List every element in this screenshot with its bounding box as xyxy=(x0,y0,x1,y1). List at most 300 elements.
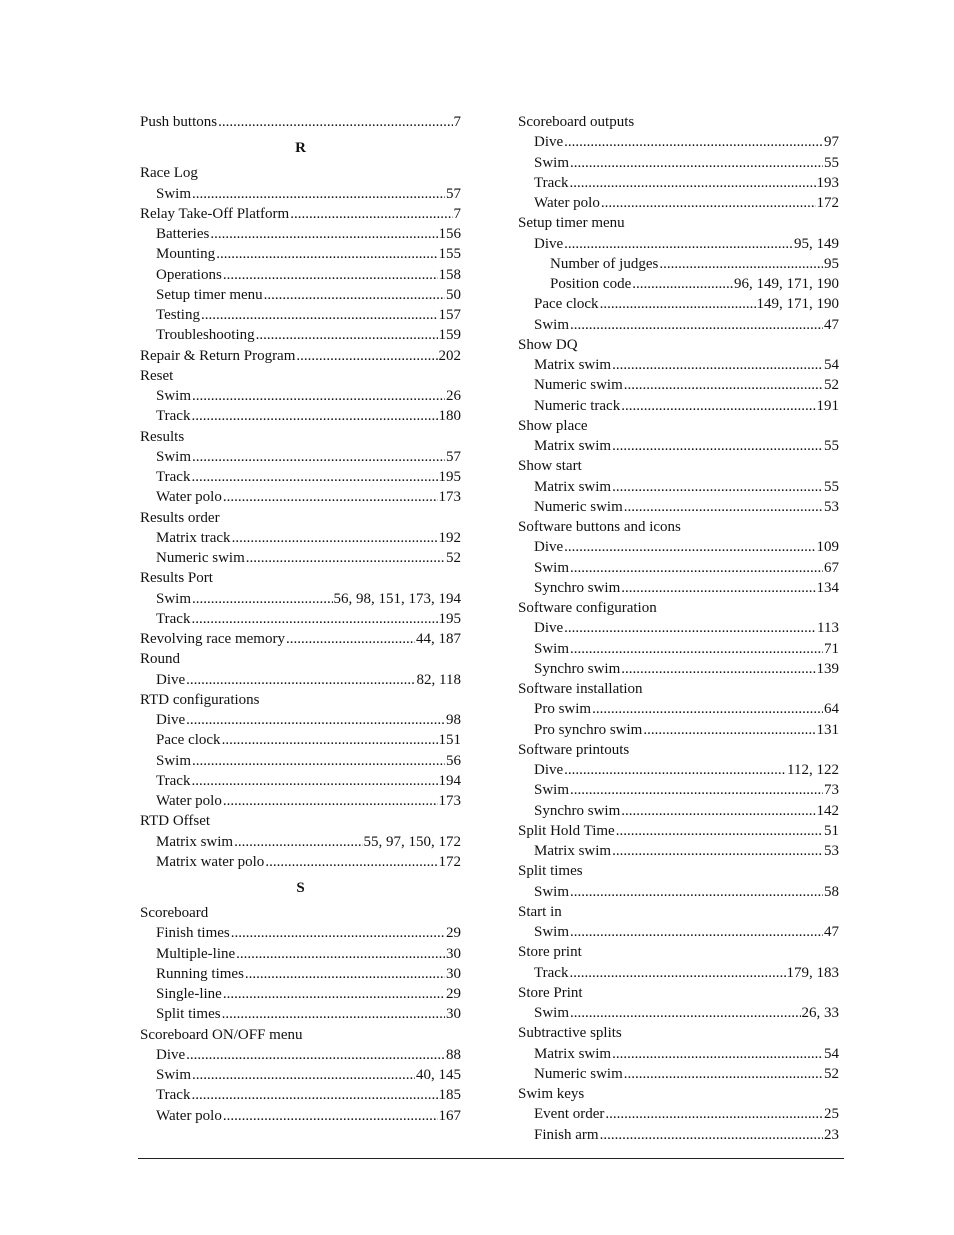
index-subentry xyxy=(140,325,461,345)
index-subentry xyxy=(518,659,839,679)
entry-page-numbers: 191 xyxy=(816,397,839,414)
entry-page-numbers: 55 xyxy=(824,438,839,454)
dot-leader xyxy=(191,406,437,426)
index-entry xyxy=(140,112,461,132)
entry-label: Race Log xyxy=(140,165,198,182)
dot-leader xyxy=(245,964,445,984)
entry-page-numbers: 113 xyxy=(817,620,839,637)
index-entry xyxy=(518,456,839,476)
entry-page-numbers: 64 xyxy=(824,701,839,718)
index-subentry xyxy=(140,1106,461,1126)
entry-label: Swim xyxy=(534,1005,570,1021)
dot-leader xyxy=(191,609,437,629)
entry-page-numbers: 173 xyxy=(438,489,461,506)
dot-leader xyxy=(231,923,445,943)
entry-label: Matrix swim xyxy=(156,833,234,850)
entry-page-numbers: 155 xyxy=(438,246,461,263)
dot-leader xyxy=(286,629,415,649)
entry-page-numbers: 109 xyxy=(816,539,839,556)
entry-page-numbers: 73 xyxy=(824,782,839,799)
index-subentry xyxy=(518,639,839,659)
entry-label: Dive xyxy=(534,762,564,778)
entry-label: Dive xyxy=(156,1046,186,1063)
index-subentry xyxy=(518,841,839,861)
entry-label: Matrix swim xyxy=(534,1045,612,1062)
index-subentry xyxy=(518,1064,839,1084)
entry-label: Swim xyxy=(534,883,570,900)
index-subentry xyxy=(518,274,839,294)
entry-page-numbers: 139 xyxy=(816,660,839,677)
index-entry xyxy=(140,508,461,528)
entry-page-numbers: 98 xyxy=(446,712,461,728)
entry-label: Results order xyxy=(140,509,220,526)
index-entry xyxy=(140,811,461,831)
dot-leader xyxy=(570,153,823,173)
entry-label: Testing xyxy=(156,307,200,323)
entry-label: Scoreboard xyxy=(140,905,209,921)
entry-label: Matrix swim xyxy=(534,357,612,373)
index-subentry xyxy=(518,396,839,416)
dot-leader xyxy=(612,436,823,456)
index-entry xyxy=(518,861,839,881)
dot-leader xyxy=(264,285,445,305)
entry-label: Reset xyxy=(140,367,174,384)
index-subentry xyxy=(518,497,839,517)
index-entry xyxy=(140,366,461,386)
entry-label: Dive xyxy=(534,134,564,151)
entry-page-numbers: 149, 171, 190 xyxy=(756,296,839,313)
entry-page-numbers: 53 xyxy=(824,498,839,515)
dot-leader xyxy=(612,355,823,375)
index-entry xyxy=(140,649,461,669)
dot-leader xyxy=(186,670,415,690)
dot-leader xyxy=(659,254,823,274)
index-entry xyxy=(518,1084,839,1104)
dot-leader xyxy=(191,771,437,791)
dot-leader xyxy=(564,537,815,557)
dot-leader xyxy=(624,497,823,517)
entry-label: Matrix swim xyxy=(534,438,612,454)
dot-leader xyxy=(234,832,362,852)
entry-page-numbers: 194 xyxy=(438,772,461,789)
index-column-right xyxy=(518,112,839,1145)
dot-leader xyxy=(216,244,437,264)
index-entry xyxy=(140,629,461,649)
index-entry xyxy=(518,740,839,760)
entry-page-numbers: 7 xyxy=(453,205,461,222)
dot-leader xyxy=(569,173,815,193)
index-subentry xyxy=(518,193,839,213)
entry-label: Water polo xyxy=(534,195,600,211)
section-letter: R xyxy=(295,140,306,157)
entry-label: Results xyxy=(140,428,185,445)
dot-leader xyxy=(621,578,815,598)
entry-page-numbers: 151 xyxy=(438,732,461,749)
entry-page-numbers: 53 xyxy=(824,843,839,859)
entry-page-numbers: 71 xyxy=(824,640,839,657)
entry-page-numbers: 193 xyxy=(816,174,839,191)
index-entry xyxy=(140,903,461,923)
index-entry xyxy=(140,1025,461,1045)
index-subentry xyxy=(140,244,461,264)
entry-label: Pro swim xyxy=(534,701,592,718)
dot-leader xyxy=(296,346,437,366)
index-entry xyxy=(518,983,839,1003)
index-subentry xyxy=(518,254,839,274)
entry-page-numbers: 7 xyxy=(453,114,461,130)
dot-leader xyxy=(600,1125,823,1145)
entry-label: Show start xyxy=(518,458,582,475)
entry-label: Results Port xyxy=(140,570,213,587)
entry-page-numbers: 55, 97, 150, 172 xyxy=(363,833,461,850)
index-entry xyxy=(518,335,839,355)
entry-label: Pace clock xyxy=(156,732,221,749)
index-subentry xyxy=(140,670,461,690)
dot-leader xyxy=(186,1045,445,1065)
index-subentry xyxy=(518,922,839,942)
dot-leader xyxy=(612,1044,823,1064)
entry-label: Water polo xyxy=(156,793,222,809)
entry-page-numbers: 157 xyxy=(438,307,461,323)
entry-label: Dive xyxy=(534,620,564,637)
entry-label: Split times xyxy=(518,863,583,880)
dot-leader xyxy=(218,112,452,132)
dot-leader xyxy=(570,315,823,335)
entry-page-numbers: 44, 187 xyxy=(416,631,461,647)
entry-label: Software printouts xyxy=(518,741,630,758)
entry-page-numbers: 192 xyxy=(438,529,461,546)
entry-label: Swim keys xyxy=(518,1086,585,1102)
dot-leader xyxy=(570,780,823,800)
entry-label: Water polo xyxy=(156,1107,222,1124)
dot-leader xyxy=(246,548,445,568)
dot-leader xyxy=(192,386,445,406)
dot-leader xyxy=(222,1004,445,1024)
entry-label: Swim xyxy=(534,316,570,333)
entry-label: Revolving race memory xyxy=(140,631,285,647)
entry-page-numbers: 54 xyxy=(824,1045,839,1062)
entry-label: Numeric swim xyxy=(156,550,245,566)
index-subentry xyxy=(140,730,461,750)
index-subentry xyxy=(518,315,839,335)
dot-leader xyxy=(223,984,445,1004)
index-subentry xyxy=(518,1125,839,1145)
index-entry xyxy=(140,568,461,588)
index-subentry xyxy=(140,305,461,325)
index-subentry xyxy=(140,184,461,204)
index-subentry xyxy=(140,467,461,487)
dot-leader xyxy=(186,710,445,730)
dot-leader xyxy=(569,963,785,983)
entry-page-numbers: 57 xyxy=(446,185,461,202)
entry-label: Swim xyxy=(156,448,192,465)
entry-page-numbers: 47 xyxy=(824,316,839,333)
entry-page-numbers: 131 xyxy=(816,721,839,738)
entry-page-numbers: 56 xyxy=(446,752,461,769)
entry-page-numbers: 202 xyxy=(438,347,461,364)
entry-page-numbers: 180 xyxy=(438,408,461,425)
index-subentry xyxy=(140,548,461,568)
index-entry xyxy=(518,598,839,618)
index-subentry xyxy=(518,294,839,314)
index-subentry xyxy=(140,528,461,548)
entry-page-numbers: 57 xyxy=(446,448,461,465)
entry-label: Troubleshooting xyxy=(156,327,255,344)
dot-leader xyxy=(191,1085,437,1105)
entry-page-numbers: 95 xyxy=(824,255,839,272)
entry-label: Numeric swim xyxy=(534,377,623,394)
index-subentry xyxy=(140,964,461,984)
entry-label: Software configuration xyxy=(518,600,657,616)
index-subentry xyxy=(518,963,839,983)
entry-label: RTD Offset xyxy=(140,813,211,830)
entry-label: Track xyxy=(534,174,569,191)
entry-page-numbers: 30 xyxy=(446,1006,461,1023)
entry-page-numbers: 195 xyxy=(438,469,461,485)
entry-label: Swim xyxy=(156,590,192,607)
entry-page-numbers: 95, 149 xyxy=(794,235,839,252)
dot-leader xyxy=(201,305,438,325)
entry-page-numbers: 156 xyxy=(438,226,461,242)
entry-label: Scoreboard outputs xyxy=(518,114,635,130)
index-subentry xyxy=(140,265,461,285)
index-subentry xyxy=(518,780,839,800)
dot-leader xyxy=(621,801,815,821)
entry-page-numbers: 96, 149, 171, 190 xyxy=(734,276,839,292)
index-subentry xyxy=(140,487,461,507)
entry-page-numbers: 97 xyxy=(824,134,839,151)
entry-label: Finish arm xyxy=(534,1126,599,1143)
entry-label: Batteries xyxy=(156,226,210,242)
index-subentry xyxy=(140,589,461,609)
dot-leader xyxy=(601,193,816,213)
dot-leader xyxy=(570,882,823,902)
entry-page-numbers: 30 xyxy=(446,945,461,962)
dot-leader xyxy=(222,730,438,750)
dot-leader xyxy=(223,1106,438,1126)
entry-label: Software buttons and icons xyxy=(518,519,681,535)
index-subentry xyxy=(140,406,461,426)
index-subentry xyxy=(518,618,839,638)
entry-label: Synchro swim xyxy=(534,579,621,596)
entry-label: Matrix track xyxy=(156,529,231,546)
dot-leader xyxy=(624,1064,823,1084)
entry-label: Split times xyxy=(156,1006,221,1023)
entry-page-numbers: 29 xyxy=(446,925,461,942)
entry-label: Split Hold Time xyxy=(518,822,615,839)
dot-leader xyxy=(192,184,445,204)
dot-leader xyxy=(643,720,815,740)
entry-page-numbers: 52 xyxy=(824,377,839,394)
index-subentry xyxy=(140,447,461,467)
entry-label: Track xyxy=(156,610,191,627)
entry-page-numbers: 52 xyxy=(824,1065,839,1082)
entry-label: Track xyxy=(156,408,191,425)
dot-leader xyxy=(564,132,823,152)
entry-page-numbers: 142 xyxy=(816,802,839,819)
entry-label: RTD configurations xyxy=(140,691,260,708)
dot-leader xyxy=(632,274,733,294)
entry-label: Dive xyxy=(534,539,564,556)
entry-label: Show DQ xyxy=(518,336,578,353)
index-subentry xyxy=(518,558,839,578)
entry-label: Mounting xyxy=(156,246,216,263)
index-entry xyxy=(518,416,839,436)
entry-label: Multiple-line xyxy=(156,945,236,962)
entry-page-numbers: 55 xyxy=(824,478,839,495)
entry-page-numbers: 82, 118 xyxy=(416,671,461,688)
entry-page-numbers: 134 xyxy=(816,579,839,596)
index-subentry xyxy=(518,537,839,557)
index-subentry xyxy=(518,355,839,375)
entry-label: Pro synchro swim xyxy=(534,721,643,738)
entry-page-numbers: 25 xyxy=(824,1106,839,1123)
dot-leader xyxy=(616,821,823,841)
index-subentry xyxy=(140,285,461,305)
entry-page-numbers: 88 xyxy=(446,1046,461,1063)
entry-label: Swim xyxy=(534,559,570,576)
entry-page-numbers: 30 xyxy=(446,965,461,982)
entry-label: Repair & Return Program xyxy=(140,347,296,364)
index-subentry xyxy=(140,609,461,629)
dot-leader xyxy=(191,467,437,487)
entry-label: Number of judges xyxy=(550,255,659,272)
entry-page-numbers: 158 xyxy=(438,266,461,283)
index-column-left xyxy=(140,112,461,1126)
entry-page-numbers: 51 xyxy=(824,822,839,839)
entry-label: Matrix swim xyxy=(534,843,612,859)
entry-label: Matrix swim xyxy=(534,478,612,495)
index-subentry xyxy=(518,801,839,821)
index-subentry xyxy=(518,173,839,193)
index-entry xyxy=(518,1023,839,1043)
entry-label: Event order xyxy=(534,1106,605,1123)
index-entry xyxy=(518,112,839,132)
entry-page-numbers: 54 xyxy=(824,357,839,373)
index-entry xyxy=(140,427,461,447)
entry-page-numbers: 40, 145 xyxy=(416,1067,461,1083)
dot-leader xyxy=(564,234,793,254)
entry-page-numbers: 179, 183 xyxy=(786,964,839,981)
dot-leader xyxy=(210,224,437,244)
entry-label: Swim xyxy=(534,782,570,799)
dot-leader xyxy=(605,1104,823,1124)
index-subentry xyxy=(140,791,461,811)
index-entry xyxy=(140,346,461,366)
index-entry xyxy=(518,517,839,537)
index-subentry xyxy=(140,1065,461,1085)
dot-leader xyxy=(256,325,438,345)
index-subentry xyxy=(518,578,839,598)
entry-label: Swim xyxy=(156,1067,192,1083)
entry-page-numbers: 185 xyxy=(438,1087,461,1104)
index-entry xyxy=(140,690,461,710)
entry-page-numbers: 195 xyxy=(438,610,461,627)
entry-page-numbers: 55 xyxy=(824,154,839,171)
entry-label: Running times xyxy=(156,965,244,982)
dot-leader xyxy=(192,751,445,771)
entry-page-numbers: 58 xyxy=(824,883,839,900)
index-subentry xyxy=(518,1003,839,1023)
index-entry xyxy=(518,679,839,699)
entry-label: Swim xyxy=(534,924,570,940)
entry-page-numbers: 167 xyxy=(438,1107,461,1124)
index-subentry xyxy=(518,132,839,152)
entry-label: Synchro swim xyxy=(534,802,621,819)
entry-label: Water polo xyxy=(156,489,222,506)
dot-leader xyxy=(612,841,823,861)
dot-leader xyxy=(236,944,445,964)
entry-label: Setup timer menu xyxy=(156,286,263,303)
index-subentry xyxy=(140,1004,461,1024)
index-subentry xyxy=(140,832,461,852)
entry-page-numbers: 29 xyxy=(446,986,461,1002)
index-entry xyxy=(140,204,461,224)
entry-page-numbers: 159 xyxy=(438,327,461,344)
entry-label: Swim xyxy=(156,752,192,769)
entry-label: Start in xyxy=(518,903,562,920)
entry-label: Software installation xyxy=(518,681,643,697)
entry-label: Track xyxy=(156,1087,191,1104)
section-letter: S xyxy=(296,880,305,896)
entry-page-numbers: 26, 33 xyxy=(801,1005,839,1021)
dot-leader xyxy=(600,294,756,314)
index-entry xyxy=(518,942,839,962)
index-subentry xyxy=(140,852,461,872)
dot-leader xyxy=(570,558,823,578)
index-subentry xyxy=(518,1044,839,1064)
entry-label: Operations xyxy=(156,266,222,283)
index-entry xyxy=(518,213,839,233)
entry-page-numbers: 26 xyxy=(446,388,461,404)
entry-page-numbers: 56, 98, 151, 173, 194 xyxy=(333,590,461,607)
entry-label: Finish times xyxy=(156,925,230,942)
dot-leader xyxy=(624,375,823,395)
dot-leader xyxy=(192,447,445,467)
index-subentry xyxy=(518,153,839,173)
index-entry xyxy=(140,163,461,183)
entry-label: Swim xyxy=(156,185,192,202)
entry-page-numbers: 23 xyxy=(824,1126,839,1143)
entry-page-numbers: 172 xyxy=(438,853,461,870)
index-subentry xyxy=(518,720,839,740)
entry-label: Synchro swim xyxy=(534,660,621,677)
dot-leader xyxy=(570,639,823,659)
index-subentry xyxy=(140,923,461,943)
index-subentry xyxy=(140,984,461,1004)
dot-leader xyxy=(592,699,823,719)
index-subentry xyxy=(140,1045,461,1065)
index-subentry xyxy=(140,386,461,406)
entry-label: Show place xyxy=(518,417,588,434)
dot-leader xyxy=(612,477,823,497)
dot-leader xyxy=(232,528,438,548)
entry-page-numbers: 173 xyxy=(438,793,461,809)
entry-label: Position code xyxy=(550,276,632,292)
dot-leader xyxy=(570,1003,800,1023)
dot-leader xyxy=(570,922,823,942)
index-entry xyxy=(518,821,839,841)
entry-label: Subtractive splits xyxy=(518,1025,622,1042)
dot-leader xyxy=(265,852,437,872)
index-subentry xyxy=(518,1104,839,1124)
index-subentry xyxy=(140,751,461,771)
dot-leader xyxy=(192,589,332,609)
entry-label: Single-line xyxy=(156,986,222,1002)
index-subentry xyxy=(518,375,839,395)
index-subentry xyxy=(518,436,839,456)
entry-label: Store Print xyxy=(518,984,583,1001)
